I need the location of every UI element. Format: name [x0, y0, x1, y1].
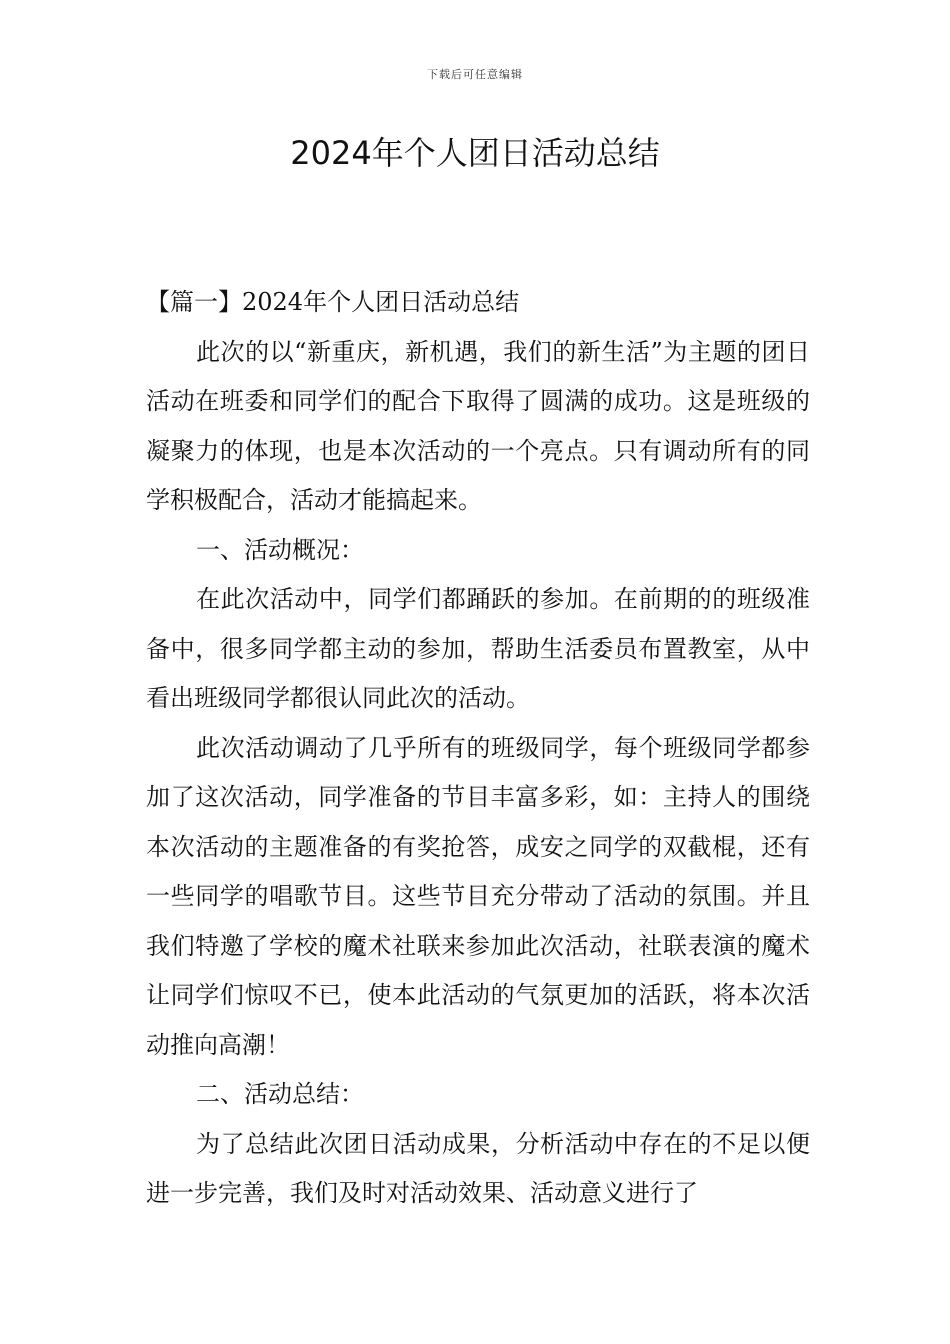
header-note: 下载后可任意编辑	[427, 68, 523, 81]
paragraph: 在此次活动中，同学们都踊跃的参加。在前期的的班级准备中，很多同学都主动的参加，帮助生活委员布置教室，从中看出班级同学都很认同此次的活动。	[146, 585, 810, 712]
document-body	[146, 278, 810, 1219]
document-title: 2024年个人团日活动总结	[290, 134, 660, 172]
paragraph: 此次的以“新重庆，新机遇，我们的新生活”为主题的团日活动在班委和同学们的配合下取得了圆满的成功。这是班级的凝聚力的体现，也是本次活动的一个亮点。只有调动所有的同学积极配合，活动才能搞起来。	[146, 337, 810, 514]
paragraph: 为了总结此次团日活动成果，分析活动中存在的不足以便进一步完善，我们及时对活动效果、活动意义进行了	[146, 1129, 810, 1207]
section-heading: 【篇一】2024年个人团日活动总结	[146, 288, 520, 316]
subsection-heading: 二、活动总结：	[196, 1080, 364, 1108]
subsection-heading: 一、活动概况：	[196, 535, 364, 564]
paragraph: 此次活动调动了几乎所有的班级同学，每个班级同学都参加了这次活动，同学准备的节目丰富多彩，如：主持人的围绕本次活动的主题准备的有奖抢答，成安之同学的双截棍，还有一些同学的唱歌节目。这些节目充分带动了活动的氛围。并且我们特邀了学校的魔术社联来参加此次活动，社联表演的魔术让同学们惊叹不已，使本此活动的气氛更加的活跃，将本次活动推向高潮！	[146, 733, 810, 1059]
